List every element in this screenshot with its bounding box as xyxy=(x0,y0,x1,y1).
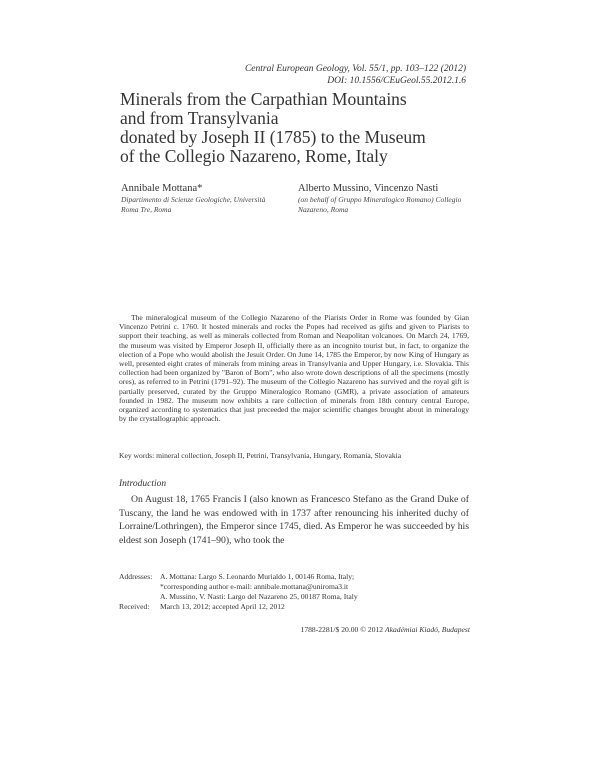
address-line: *corresponding author e-mail: annibale.mottana@uniroma3.it xyxy=(160,582,349,591)
author-block-2 xyxy=(298,182,478,215)
author-affiliation: (on behalf of Gruppo Mineralogico Romano) Collegio Nazareno, Roma xyxy=(298,195,462,214)
addresses-label: Addresses: xyxy=(119,572,153,581)
title-line: donated by Joseph II (1785) to the Museum xyxy=(120,127,426,147)
addresses-block xyxy=(119,572,358,612)
journal-header xyxy=(245,63,466,87)
address-line: A. Mottana: Largo S. Leonardo Murialdo 1, 00146 Roma, Italy; xyxy=(160,572,355,581)
title-line: of the Collegio Nazareno, Rome, Italy xyxy=(120,146,388,166)
keywords: Key words: mineral collection, Joseph II, Petrini, Transylvania, Hungary, Romania, Slovakia xyxy=(119,451,402,460)
author-affiliation: Dipartimento di Scienze Geologiche, Università Roma Tre, Roma xyxy=(121,195,266,214)
received-label: Received: xyxy=(119,602,150,611)
abstract: The mineralogical museum of the Collegio Nazareno of the Piarists Order in Rome was founded by Gian Vincenzo Petrini c. 1760. It hosted minerals and rocks the Popes had received as gifts and given to Piarists to support their teaching, as well as minerals collected from Roman and Neapolitan volcanoes. On March 24, 1769, the museum was visited by Emperor Joseph II, officially there as an incognito tourist but, in fact, to organize the election of a Pope who would abolish the Jesuit Order. On June 14, 1785 the Emperor, by now King of Hungary as well, presented eight crates of minerals from mining areas in Transylvania and Upper Hungary, i.e. Slovakia. This collection had been organized by "Baron of Born", who also wrote down descriptions of all the specimens (mostly ores), as referred to in Petrini (1791–92). The museum of the Collegio Nazareno has survived and the royal gift is partially preserved, curated by the Gruppo Mineralogico Romano (GMR), a private association of amateurs founded in 1982. The museum now exhibits a rare collection of minerals from 18th century central Europe, organized according to systematics that just preceeded the major scientific changes brought about in mineralogy by the crystallographic approach. xyxy=(119,313,469,424)
section-heading: Introduction xyxy=(119,479,167,489)
article-title xyxy=(120,90,480,166)
author-name: Annibale Mottana* xyxy=(121,183,203,194)
author-block-1 xyxy=(121,182,281,215)
title-line: Minerals from the Carpathian Mountains xyxy=(120,89,407,109)
intro-paragraph: On August 18, 1765 Francis I (also known as Francesco Stefano as the Grand Duke of Tuscany, the land he was endowed with in 1737 after renouncing his inherited duchy of Lorraine/Lothringen), the Emperor since 1745, died. As Emperor he was succeeded by his eldest son Joseph (1741–90), who took the xyxy=(119,494,469,546)
title-line: and from Transylvania xyxy=(120,108,279,128)
journal-citation: Central European Geology, Vol. 55/1, pp. 103–122 (2012) xyxy=(244,64,466,74)
doi: DOI: 10.1556/CEuGeol.55.2012.1.6 xyxy=(327,76,466,86)
address-line: A. Mussino, V. Nasti: Largo del Nazareno 25, 00187 Roma, Italy xyxy=(160,592,358,601)
copyright-text: 1788-2281/$ 20.00 © 2012 xyxy=(300,625,384,634)
received-date: March 13, 2012; accepted April 12, 2012 xyxy=(160,602,285,611)
publisher: Akadémiai Kiadó, Budapest xyxy=(385,625,470,634)
author-name: Alberto Mussino, Vincenzo Nasti xyxy=(298,183,439,194)
copyright-line xyxy=(301,625,470,634)
